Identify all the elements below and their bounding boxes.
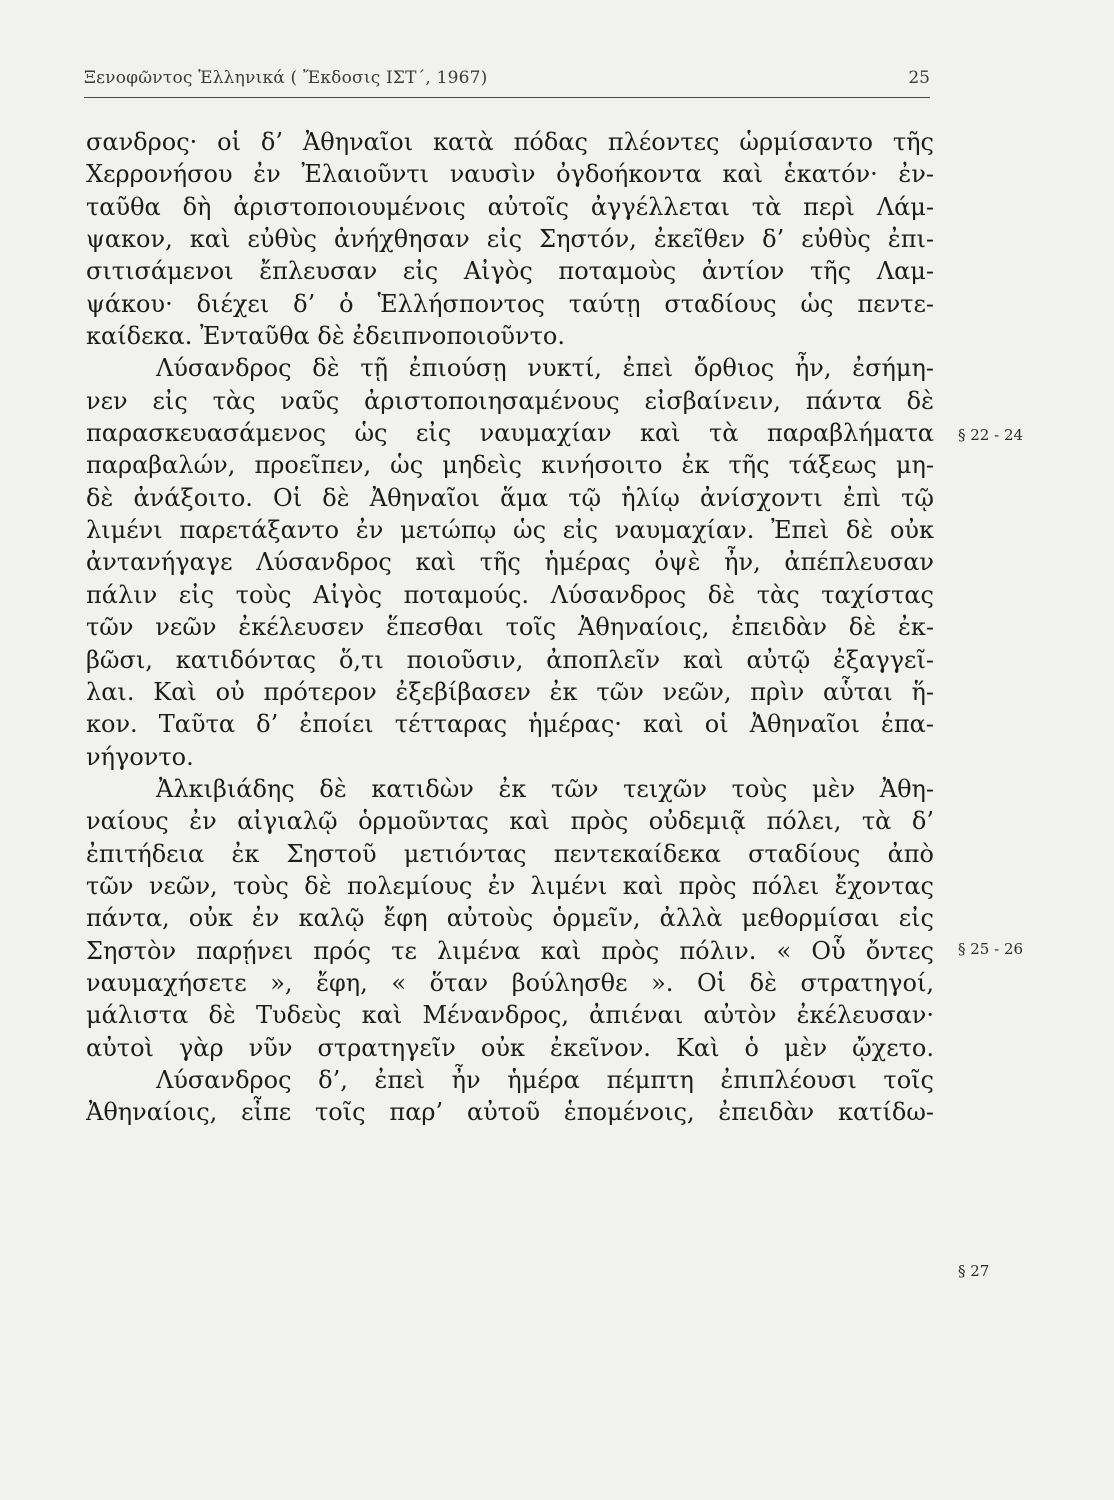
text-line: αὐτοὶ γὰρ νῦν στρατηγεῖν οὐκ ἐκεῖνον. Καὶ ὁ μὲν ᾤχετο. [86,1033,934,1062]
running-header [84,68,930,96]
text-line: παρασκευασάμενος ὡς εἰς ναυμαχίαν καὶ τὰ παραβλήματα [86,419,934,448]
body-text [86,126,934,1129]
text-line: Χερρονήσου ἐν Ἐλαιοῦντι ναυσὶν ὀγδοήκοντα καὶ ἑκατόν· ἐν- [86,160,934,189]
header-rule [84,97,930,98]
text-line: Σηστὸν παρῄνει πρός τε λιμένα καὶ πρὸς πόλιν. « Οὗ ὄντες [86,936,934,965]
text-line: ψακον, καὶ εὐθὺς ἀνήχθησαν εἰς Σηστόν, ἐκεῖθεν δ’ εὐθὺς ἐπι- [86,225,934,254]
text-line: ἐπιτήδεια ἐκ Σηστοῦ μετιόντας πεντεκαίδεκα σταδίους ἀπὸ [86,839,934,868]
margin-section-ref: § 25 - 26 [958,940,1024,958]
text-line: λαι. Καὶ οὐ πρότερον ἐξεβίβασεν ἐκ τῶν νεῶν, πρὶν αὗται ἥ- [86,677,934,706]
text-line: νήγοντο. [86,742,194,771]
text-line: παραβαλών, προεῖπεν, ὡς μηδεὶς κινήσοιτο ἐκ τῆς τάξεως μη- [86,451,934,480]
text-line: Λύσανδρος δὲ τῇ ἐπιούσῃ νυκτί, ἐπεὶ ὄρθιος ἦν, ἐσήμη- [156,354,934,383]
page-number: 25 [908,68,930,88]
text-line: νεν εἰς τὰς ναῦς ἀριστοποιησαμένους εἰσβαίνειν, πάντα δὲ [86,386,934,415]
margin-section-ref: § 27 [958,1262,990,1280]
text-line: καίδεκα. Ἐνταῦθα δὲ ἐδειπνοποιοῦντο. [86,322,565,351]
text-line: λιμένι παρετάξαντο ἐν μετώπῳ ὡς εἰς ναυμαχίαν. Ἐπεὶ δὲ οὐκ [86,516,934,545]
text-line: πάλιν εἰς τοὺς Αἰγὸς ποταμούς. Λύσανδρος δὲ τὰς ταχίστας [86,580,934,609]
text-line: τῶν νεῶν ἐκέλευσεν ἕπεσθαι τοῖς Ἀθηναίοις, ἐπειδὰν δὲ ἐκ- [86,613,934,642]
text-line: δὲ ἀνάξοιτο. Οἱ δὲ Ἀθηναῖοι ἅμα τῷ ἡλίῳ ἀνίσχοντι ἐπὶ τῷ [86,483,934,512]
text-line: ψάκου· διέχει δ’ ὁ Ἑλλήσποντος ταύτῃ σταδίους ὡς πεντε- [86,289,934,318]
margin-section-ref: § 22 - 24 [958,426,1024,444]
text-line: ναίους ἐν αἰγιαλῷ ὁρμοῦντας καὶ πρὸς οὐδεμιᾷ πόλει, τὰ δ’ [86,807,934,836]
text-line: κον. Ταῦτα δ’ ἐποίει τέτταρας ἡμέρας· καὶ οἱ Ἀθηναῖοι ἐπα- [86,710,934,739]
text-line: τῶν νεῶν, τοὺς δὲ πολεμίους ἐν λιμένι καὶ πρὸς πόλει ἔχοντας [86,871,934,900]
text-line: Ἀλκιβιάδης δὲ κατιδὼν ἐκ τῶν τειχῶν τοὺς μὲν Ἀθη- [156,774,934,803]
text-line: σανδρος· οἱ δ’ Ἀθηναῖοι κατὰ πόδας πλέοντες ὡρμίσαντο τῆς [86,128,934,156]
text-line: μάλιστα δὲ Τυδεὺς καὶ Μένανδρος, ἀπιέναι αὐτὸν ἐκέλευσαν· [86,1001,934,1030]
text-line: Ἀθηναίοις, εἶπε τοῖς παρ’ αὐτοῦ ἑπομένοις, ἐπειδὰν κατίδω- [86,1098,934,1127]
header-title: Ξενοφῶντος Ἑλληνικά ( Ἔκδοσις ΙΣΤ΄, 1967) [84,68,488,88]
text-line: σιτισάμενοι ἔπλευσαν εἰς Αἰγὸς ποταμοὺς ἀντίον τῆς Λαμ- [86,257,934,286]
text-line: πάντα, οὐκ ἐν καλῷ ἔφη αὐτοὺς ὁρμεῖν, ἀλλὰ μεθορμίσαι εἰς [86,904,934,933]
text-line: Λύσανδρος δ’, ἐπεὶ ἦν ἡμέρα πέμπτη ἐπιπλέουσι τοῖς [156,1065,934,1094]
text-line: ταῦθα δὴ ἀριστοποιουμένοις αὐτοῖς ἀγγέλλεται τὰ περὶ Λάμ- [86,192,934,221]
text-line: βῶσι, κατιδόντας ὅ,τι ποιοῦσιν, ἀποπλεῖν καὶ αὐτῷ ἐξαγγεῖ- [86,645,934,674]
text-line: ναυμαχήσετε », ἔφη, « ὅταν βούλησθε ». Οἱ δὲ στρατηγοί, [86,968,934,997]
text-line: ἀντανήγαγε Λύσανδρος καὶ τῆς ἡμέρας ὀψὲ ἦν, ἀπέπλευσαν [86,548,934,577]
